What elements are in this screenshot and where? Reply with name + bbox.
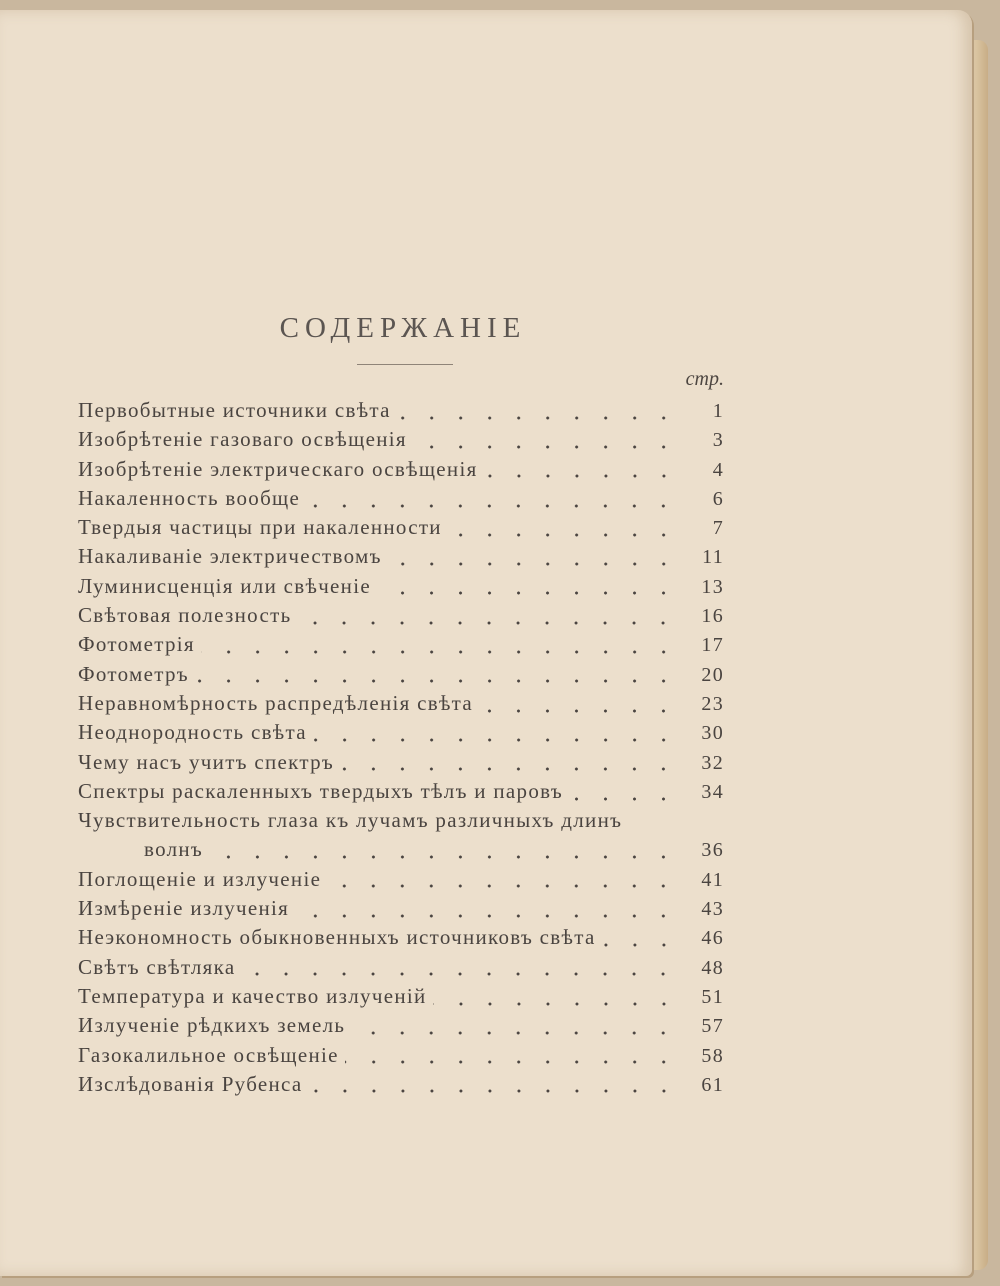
toc-entry [78, 984, 724, 1013]
dot-leader [295, 914, 678, 918]
toc-entry-title: Фотометръ [78, 661, 189, 686]
toc-entry-title: Измѣреніе излученія [78, 896, 290, 921]
toc-page-number: 61 [701, 1073, 724, 1096]
toc-entry-title: Изобрѣтеніе электрическаго освѣщенія [78, 456, 478, 481]
toc-entry [78, 427, 724, 456]
toc-page-number: 46 [701, 927, 724, 950]
dot-leader [377, 591, 678, 595]
toc-entry [78, 398, 724, 427]
toc-entry-title-continuation: волнъ [144, 837, 204, 862]
toc-entry [78, 544, 724, 573]
dot-leader [602, 943, 678, 947]
toc-entry-title: Неэкономность обыкновенныхъ источниковъ свѣта [78, 925, 596, 950]
toc-page-number: 20 [701, 663, 724, 686]
toc-page-number: 34 [701, 780, 724, 803]
toc-page-number: 23 [701, 692, 724, 715]
toc-page-number: 51 [701, 985, 724, 1008]
toc-entry-title: Луминисценція или свѣченіе [78, 573, 371, 598]
dot-leader [241, 972, 678, 976]
toc-entry-title: Излученіе рѣдкихъ земель [78, 1013, 346, 1038]
toc-page-number: 16 [701, 605, 724, 628]
dot-leader [397, 416, 678, 420]
dot-leader [327, 884, 678, 888]
toc-page-number: 36 [701, 839, 724, 862]
dot-leader [345, 1060, 678, 1064]
toc-page-number: 43 [701, 898, 724, 921]
toc-entry-title: Свѣтовая полезность [78, 603, 292, 628]
toc-entry [78, 486, 724, 515]
dot-leader [340, 767, 678, 771]
page-column-header: стр. [685, 368, 724, 390]
toc-entry-title: Чувствительность глаза къ лучамъ различныхъ длинъ [78, 808, 623, 833]
toc-entry-title: Твердыя частицы при накаленности [78, 515, 442, 540]
toc-entry-title: Чему насъ учитъ спектръ [78, 749, 335, 774]
toc-entry-continuation [78, 837, 724, 866]
toc-page-number: 1 [712, 400, 724, 422]
toc-entry [78, 691, 724, 720]
dot-leader [313, 738, 678, 742]
toc-entry [78, 925, 724, 954]
toc-entry-title: Спектры раскаленныхъ твердыхъ тѣлъ и паровъ [78, 778, 563, 803]
toc-entry [78, 1013, 724, 1042]
toc-page-number: 58 [701, 1044, 724, 1067]
dot-leader [351, 1031, 678, 1035]
toc-page-number: 6 [712, 487, 724, 510]
toc-page-number: 11 [702, 546, 724, 569]
dot-leader [479, 709, 678, 713]
toc-page-number: 7 [712, 517, 724, 540]
toc-entry-title: Накаленность вообще [78, 485, 301, 510]
toc-entry [78, 955, 724, 984]
toc-entry [78, 808, 724, 837]
toc-entry-title: Накаливаніе электричествомъ [78, 544, 382, 569]
toc-entry [78, 603, 724, 632]
toc-page-number: 32 [701, 751, 724, 774]
toc-entry-title: Первобытные источники свѣта [78, 398, 391, 422]
toc-entry-title: Свѣтъ свѣтляка [78, 954, 236, 979]
toc-entry [78, 720, 724, 749]
dot-leader [306, 504, 678, 508]
toc-entry-title: Неоднородность свѣта [78, 720, 307, 745]
toc-page-number: 57 [701, 1015, 724, 1038]
toc-entry [78, 632, 724, 661]
dot-leader [448, 533, 678, 537]
dot-leader [484, 474, 678, 478]
dot-leader [413, 445, 678, 449]
toc-page-number: 17 [701, 634, 724, 657]
toc-entry-title: Изобрѣтеніе газоваго освѣщенія [78, 427, 407, 452]
toc-entry-title: Фотометрія [78, 632, 195, 657]
dot-leader [433, 1002, 678, 1006]
toc-entry [78, 867, 724, 896]
dot-leader [388, 562, 678, 566]
toc-entry [78, 1043, 724, 1072]
toc-page-number: 13 [701, 575, 724, 598]
dot-leader [195, 679, 678, 683]
title-divider [357, 364, 453, 365]
toc-page-number: 3 [712, 429, 724, 452]
dot-leader [297, 621, 678, 625]
toc-entry [78, 515, 724, 544]
dot-leader [201, 650, 678, 654]
toc-entry-title: Поглощеніе и излученіе [78, 866, 322, 891]
toc-entry [78, 779, 724, 808]
toc-entry [78, 750, 724, 779]
toc-entry-title: Газокалильное освѣщеніе [78, 1042, 339, 1067]
dot-leader [309, 1089, 678, 1093]
toc-page-number: 48 [701, 956, 724, 979]
dot-leader [209, 855, 678, 859]
toc-page-number: 30 [701, 722, 724, 745]
toc-page-number: 4 [712, 458, 724, 481]
toc-entry [78, 457, 724, 486]
table-of-contents [78, 398, 724, 1101]
toc-entry-title: Неравномѣрность распредѣленія свѣта [78, 690, 474, 715]
toc-entry [78, 662, 724, 691]
toc-entry-title: Температура и качество излученій [78, 983, 427, 1008]
dot-leader [569, 797, 678, 801]
toc-entry [78, 896, 724, 925]
toc-entry-title: Изслѣдованія Рубенса [78, 1071, 303, 1096]
toc-page-number: 41 [701, 868, 724, 891]
page-title: СОДЕРЖАНІЕ [279, 312, 527, 345]
toc-entry [78, 574, 724, 603]
toc-entry [78, 1072, 724, 1101]
